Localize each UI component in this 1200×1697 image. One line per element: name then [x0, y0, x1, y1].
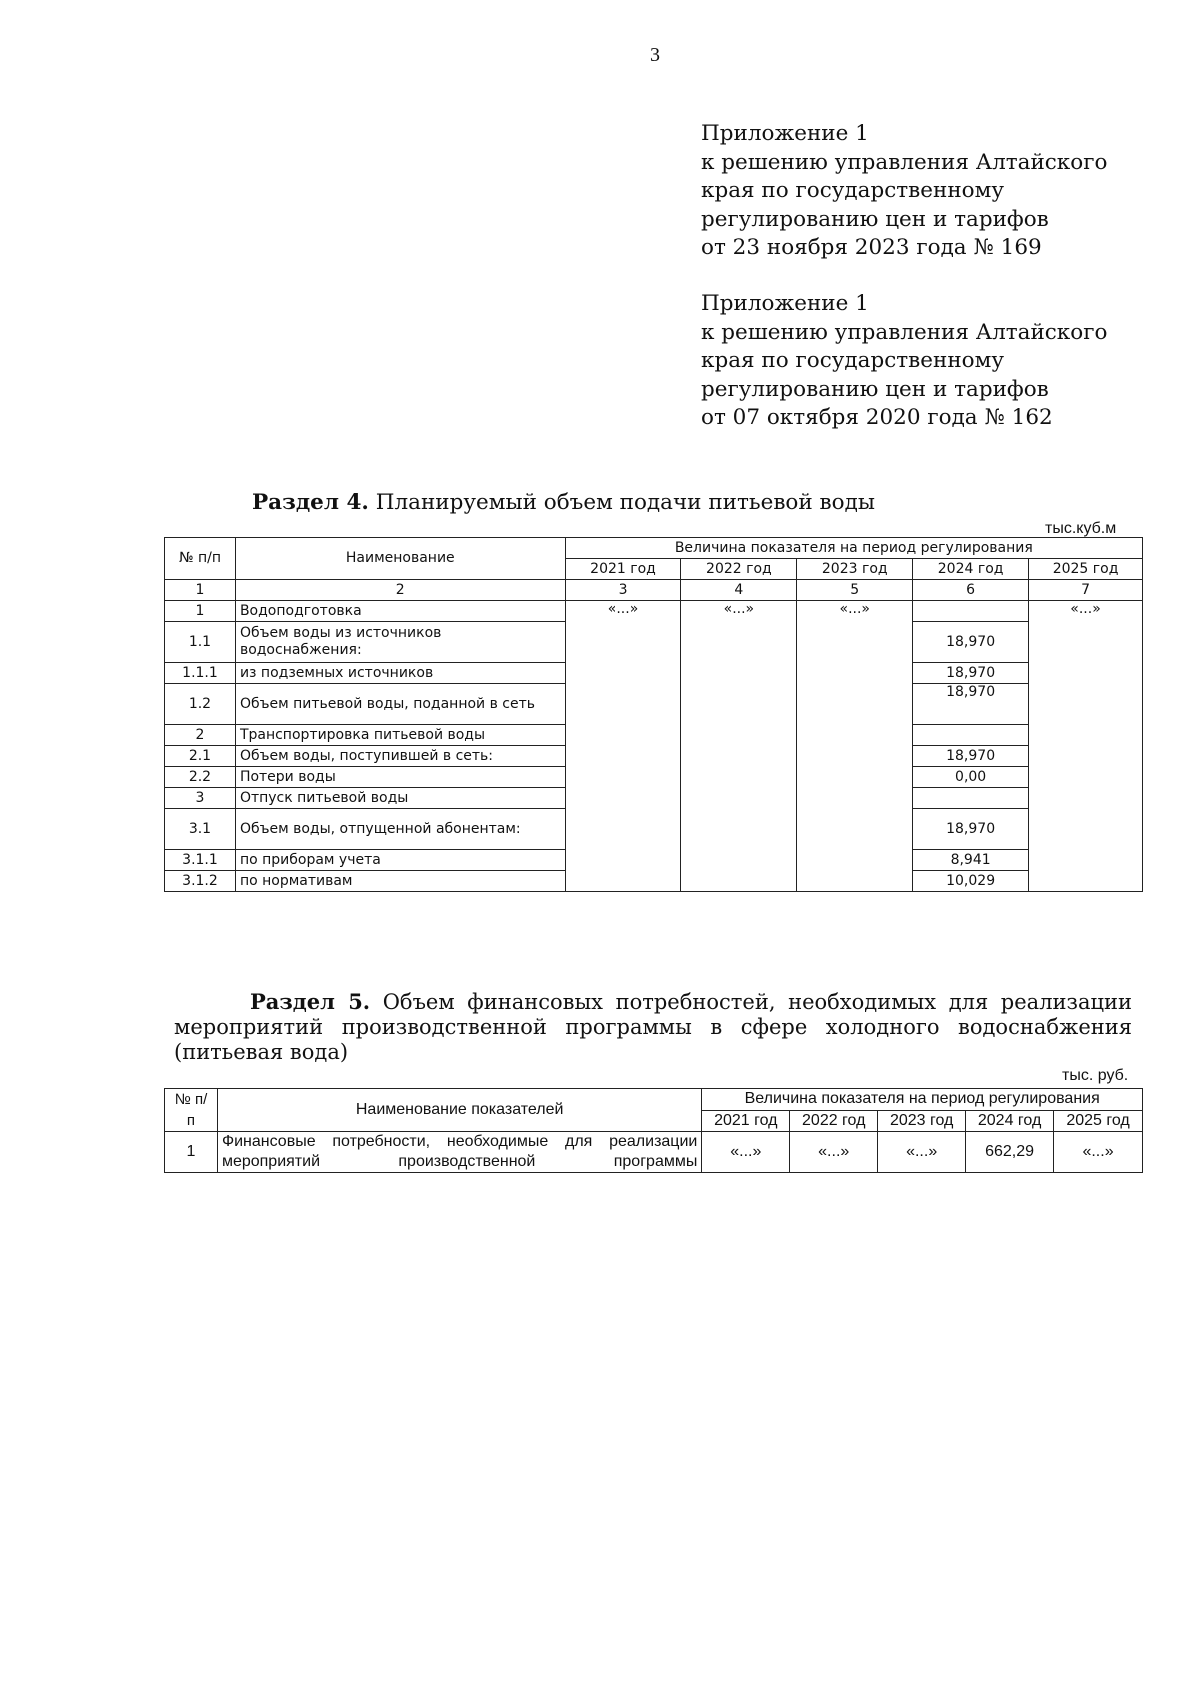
- annex-line: от 07 октября 2020 года № 162: [701, 405, 1053, 430]
- value-2023: «...»: [797, 601, 913, 892]
- annex-line: Приложение 1: [701, 291, 869, 316]
- section4-table: [164, 537, 1143, 892]
- header-year: 2022 год: [790, 1110, 878, 1132]
- header-year: 2023 год: [797, 559, 913, 580]
- row-name: Объем питьевой воды, поданной в сеть: [235, 684, 565, 725]
- header-period: Величина показателя на период регулирования: [565, 538, 1142, 559]
- section5-label: Раздел 5.: [250, 989, 371, 1014]
- value-2022: «...»: [790, 1132, 878, 1173]
- col-number: 2: [235, 580, 565, 601]
- section5-table: [164, 1088, 1143, 1173]
- header-year: 2025 год: [1054, 1110, 1143, 1132]
- row-name: Водоподготовка: [235, 601, 565, 622]
- header-name: Наименование: [235, 538, 565, 580]
- row-name: Финансовые потребности, необходимые для реализации мероприятий производственной программы: [217, 1132, 701, 1173]
- row-num: 2.2: [165, 767, 236, 788]
- annex-original: [701, 290, 1108, 433]
- value-2024: 18,970: [913, 622, 1029, 663]
- value-2021: «...»: [565, 601, 681, 892]
- annex-line: от 23 ноября 2023 года № 169: [701, 235, 1042, 260]
- row-num: 3.1.1: [165, 850, 236, 871]
- col-number: 6: [913, 580, 1029, 601]
- value-2025: «...»: [1054, 1132, 1143, 1173]
- value-2024: 18,970: [913, 684, 1029, 725]
- value-2024: [913, 725, 1029, 746]
- annex-line: края по государственному: [701, 178, 1004, 203]
- header-period: Величина показателя на период регулирования: [702, 1089, 1143, 1111]
- value-2024: [913, 601, 1029, 622]
- row-num: 2.1: [165, 746, 236, 767]
- header-year: 2021 год: [702, 1110, 790, 1132]
- table-row: [165, 601, 1143, 622]
- row-name: из подземных источников: [235, 663, 565, 684]
- value-2024: 8,941: [913, 850, 1029, 871]
- value-2022: «...»: [681, 601, 797, 892]
- value-2024: 0,00: [913, 767, 1029, 788]
- annex-current: [701, 120, 1108, 263]
- row-num: 1: [165, 1132, 218, 1173]
- annex-line: к решению управления Алтайского: [701, 149, 1108, 175]
- section5-unit: тыс. руб.: [1062, 1067, 1129, 1084]
- header-year: 2021 год: [565, 559, 681, 580]
- col-number: 4: [681, 580, 797, 601]
- row-name: по нормативам: [235, 871, 565, 892]
- annex-line: края по государственному: [701, 348, 1004, 373]
- value-2021: «...»: [702, 1132, 790, 1173]
- value-2024: 18,970: [913, 809, 1029, 850]
- row-num: 1.1.1: [165, 663, 236, 684]
- annex-line: регулированию цен и тарифов: [701, 376, 1049, 402]
- annex-line: регулированию цен и тарифов: [701, 206, 1049, 232]
- section4-title-text: Планируемый объем подачи питьевой воды: [368, 490, 875, 515]
- header-name: Наименование показателей: [217, 1089, 701, 1132]
- row-num: 1: [165, 601, 236, 622]
- row-name: Потери воды: [235, 767, 565, 788]
- value-2024: 18,970: [913, 663, 1029, 684]
- header-year: 2022 год: [681, 559, 797, 580]
- row-name: Отпуск питьевой воды: [235, 788, 565, 809]
- row-num: 3.1: [165, 809, 236, 850]
- header-year: 2025 год: [1029, 559, 1143, 580]
- row-num: 1.1: [165, 622, 236, 663]
- value-2024: 662,29: [966, 1132, 1054, 1173]
- row-name: Транспортировка питьевой воды: [235, 725, 565, 746]
- col-number: 1: [165, 580, 236, 601]
- value-2024: 18,970: [913, 746, 1029, 767]
- table-row: [165, 1132, 1143, 1173]
- section5-title: [174, 989, 1132, 1065]
- annex-line: к решению управления Алтайского: [701, 319, 1108, 345]
- section4-label: Раздел 4.: [252, 490, 369, 515]
- row-name: Объем воды, отпущенной абонентам:: [235, 809, 565, 850]
- header-num: № п/ п: [165, 1089, 218, 1132]
- header-year: 2023 год: [878, 1110, 966, 1132]
- value-2023: «...»: [878, 1132, 966, 1173]
- section4-title: [252, 490, 875, 515]
- row-name: по приборам учета: [235, 850, 565, 871]
- col-number: 3: [565, 580, 681, 601]
- annex-line: Приложение 1: [701, 121, 869, 146]
- header-year: 2024 год: [966, 1110, 1054, 1132]
- row-num: 2: [165, 725, 236, 746]
- col-number: 5: [797, 580, 913, 601]
- value-2025: «...»: [1029, 601, 1143, 892]
- header-year: 2024 год: [913, 559, 1029, 580]
- row-num: 3: [165, 788, 236, 809]
- row-name: Объем воды из источников водоснабжения:: [235, 622, 565, 663]
- section5-title-text: Объем финансовых потребностей, необходимых для реализации мероприятий производственной программы в сфере холодного водоснабжения (питьевая вода): [174, 990, 1133, 1064]
- col-number: 7: [1029, 580, 1143, 601]
- value-2024: 10,029: [913, 871, 1029, 892]
- row-num: 1.2: [165, 684, 236, 725]
- row-num: 3.1.2: [165, 871, 236, 892]
- row-name: Объем воды, поступившей в сеть:: [235, 746, 565, 767]
- page-number: 3: [650, 44, 660, 66]
- value-2024: [913, 788, 1029, 809]
- header-num: № п/п: [165, 538, 236, 580]
- section4-unit: тыс.куб.м: [1045, 520, 1117, 537]
